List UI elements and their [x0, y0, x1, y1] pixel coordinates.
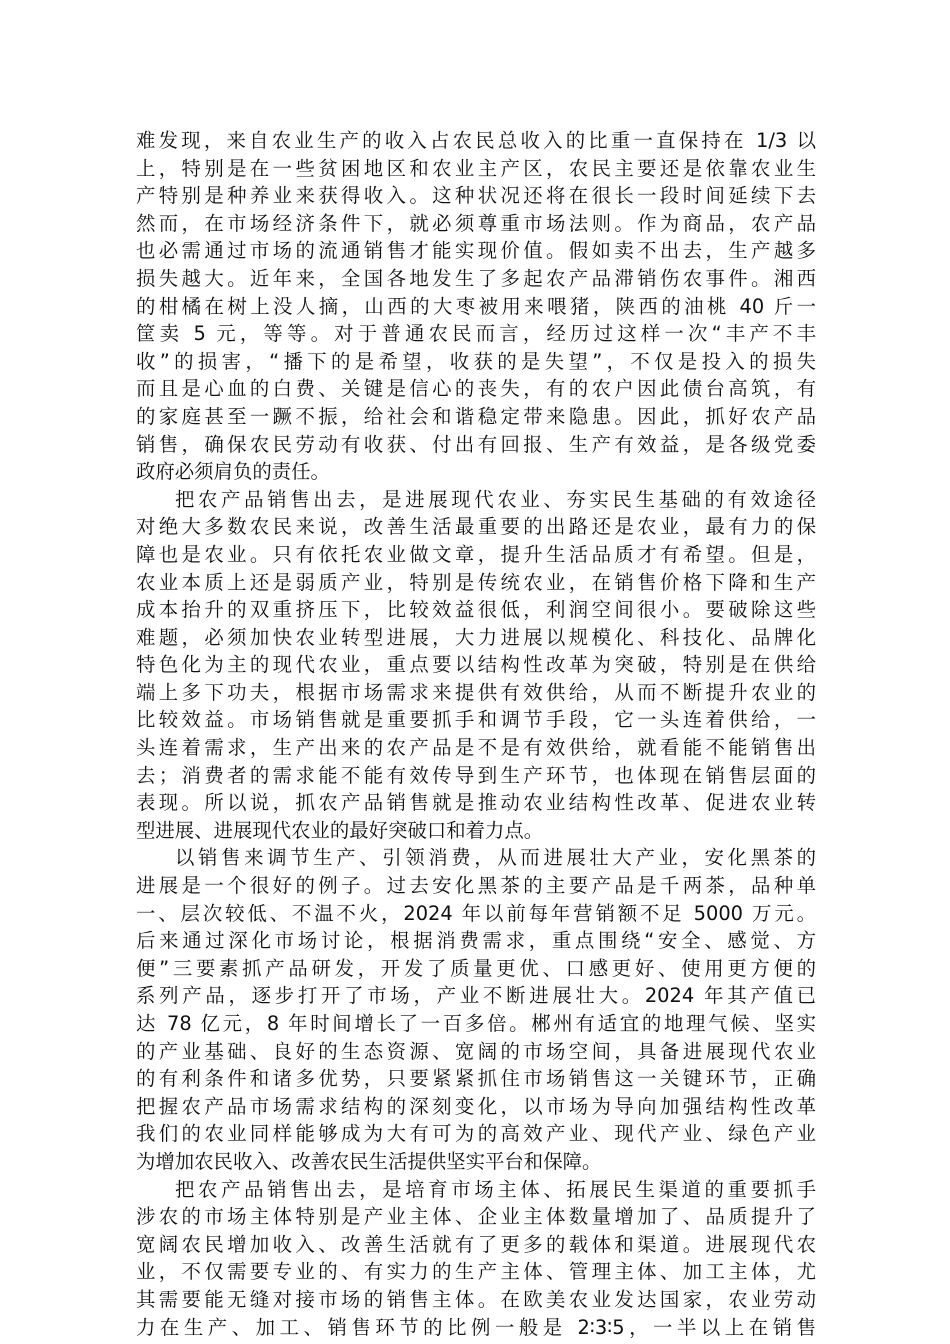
paragraph-2: [136, 486, 816, 845]
text-line: 成本抬升的双重挤压下，比较效益很低，利润空间很小。要破除这些: [136, 598, 816, 622]
text-line: 的产业基础、良好的生态资源、宽阔的市场空间，具备进展现代农业: [136, 1039, 816, 1063]
paragraph-3: [136, 844, 816, 1175]
text-line: 表现。所以说，抓农产品销售就是推动农业结构性改革、促进农业转: [136, 791, 816, 815]
text-line: 损失越大。近年来，全国各地发生了多起农产品滞销伤农事件。湘西: [136, 266, 816, 290]
text-line: 力在生产、加工、销售环节的比例一般是 2∶3∶5，一半以上在销售: [136, 1315, 816, 1339]
text-line: 的柑橘在树上没人摘，山西的大枣被用来喂猪，陕西的油桃 40 斤一: [136, 294, 816, 318]
text-line: 以销售来调节生产、引领消费，从而进展壮大产业，安化黑茶的: [175, 846, 816, 870]
text-line: 难发现，来自农业生产的收入占农民总收入的比重一直保持在 1/3 以: [136, 129, 816, 152]
text-line: 对绝大多数农民来说，改善生活最重要的出路还是农业，最有力的保: [136, 515, 816, 539]
text-line: 宽阔农民增加收入、改善生活就有了更多的载体和渠道。进展现代农: [136, 1232, 816, 1256]
text-line: 我们的农业同样能够成为大有可为的高效产业、现代产业、绿色产业: [136, 1122, 816, 1146]
text-line: 把农产品销售出去，是培育市场主体、拓展民生渠道的重要抓手: [175, 1177, 816, 1201]
text-line: 销售，确保农民劳动有收获、付出有回报、生产有效益，是各级党委: [136, 432, 816, 456]
text-line: 一、层次较低、不温不火，2024 年以前每年营销额不足 5000 万元。: [136, 901, 816, 925]
text-line: 比较效益。市场销售就是重要抓手和调节手段，它一头连着供给，一: [136, 708, 816, 732]
text-line: 涉农的市场主体特别是产业主体、企业主体数量增加了、品质提升了: [136, 1205, 816, 1229]
text-line: 其需要能无缝对接市场的销售主体。在欧美农业发达国家，农业劳动: [136, 1287, 816, 1311]
text-line: 达 78 亿元，8 年时间增长了一百多倍。郴州有适宜的地理气候、坚实: [136, 1012, 816, 1035]
document-page: [136, 127, 816, 1341]
text-line: 产特别是种养业来获得收入。这种状况还将在很长一段时间延续下去: [136, 184, 816, 208]
text-line: 把握农产品市场需求结构的深刻变化，以市场为导向加强结构性改革: [136, 1094, 816, 1118]
text-line: 端上多下功夫，根据市场需求来提供有效供给，从而不断提升农业的: [136, 680, 816, 704]
text-line: 后来通过深化市场讨论，根据消费需求，重点围绕“安全、感觉、方: [136, 929, 816, 953]
text-line: 难题，必须加快农业转型进展，大力进展以规模化、科技化、品牌化: [136, 625, 816, 649]
text-line: 的家庭甚至一蹶不振，给社会和谐稳定带来隐患。因此，抓好农产品: [136, 404, 816, 428]
text-line: 政府必须肩负的责任。: [136, 460, 330, 484]
text-line: 上，特别是在一些贫困地区和农业主产区，农民主要还是依靠农业生: [136, 156, 816, 180]
text-line: 也必需通过市场的流通销售才能实现价值。假如卖不出去，生产越多: [136, 239, 816, 263]
paragraph-4: [136, 1176, 816, 1342]
text-line: 而且是心血的白费、关键是信心的丧失，有的农户因此债台高筑，有: [136, 377, 816, 401]
text-line: 为增加农民收入、改善农民生活提供坚实平台和保障。: [136, 1149, 602, 1173]
paragraph-1: [136, 127, 816, 486]
text-line: 把农产品销售出去，是进展现代农业、夯实民生基础的有效途径: [175, 487, 816, 511]
text-line: 头连着需求，生产出来的农产品是不是有效供给，就看能不能销售出: [136, 736, 816, 760]
text-line: 系列产品，逐步打开了市场，产业不断进展壮大。2024 年其产值已: [136, 984, 816, 1008]
text-line: 农业本质上还是弱质产业，特别是传统农业，在销售价格下降和生产: [136, 570, 816, 594]
text-line: 型进展、进展现代农业的最好突破口和着力点。: [136, 818, 544, 842]
text-line: 然而，在市场经济条件下，就必须尊重市场法则。作为商品，农产品: [136, 211, 816, 235]
text-line: 筐卖 5 元，等等。对于普通农民而言，经历过这样一次“丰产不丰: [136, 322, 816, 346]
text-line: 的有利条件和诸多优势，只要紧紧抓住市场销售这一关键环节，正确: [136, 1067, 816, 1091]
text-line: 进展是一个很好的例子。过去安化黑茶的主要产品是千两茶，品种单: [136, 874, 816, 898]
text-line: 便”三要素抓产品研发，开发了质量更优、口感更好、使用更方便的: [136, 956, 816, 980]
text-line: 障也是农业。只有依托农业做文章，提升生活品质才有希望。但是，: [136, 542, 816, 566]
text-line: 收”的损害，“播下的是希望，收获的是失望”，不仅是投入的损失: [136, 349, 816, 373]
text-line: 业，不仅需要专业的、有实力的生产主体、管理主体、加工主体，尤: [136, 1260, 816, 1284]
text-line: 特色化为主的现代农业，重点要以结构性改革为突破，特别是在供给: [136, 653, 816, 677]
text-line: 去；消费者的需求能不能有效传导到生产环节，也体现在销售层面的: [136, 763, 816, 787]
